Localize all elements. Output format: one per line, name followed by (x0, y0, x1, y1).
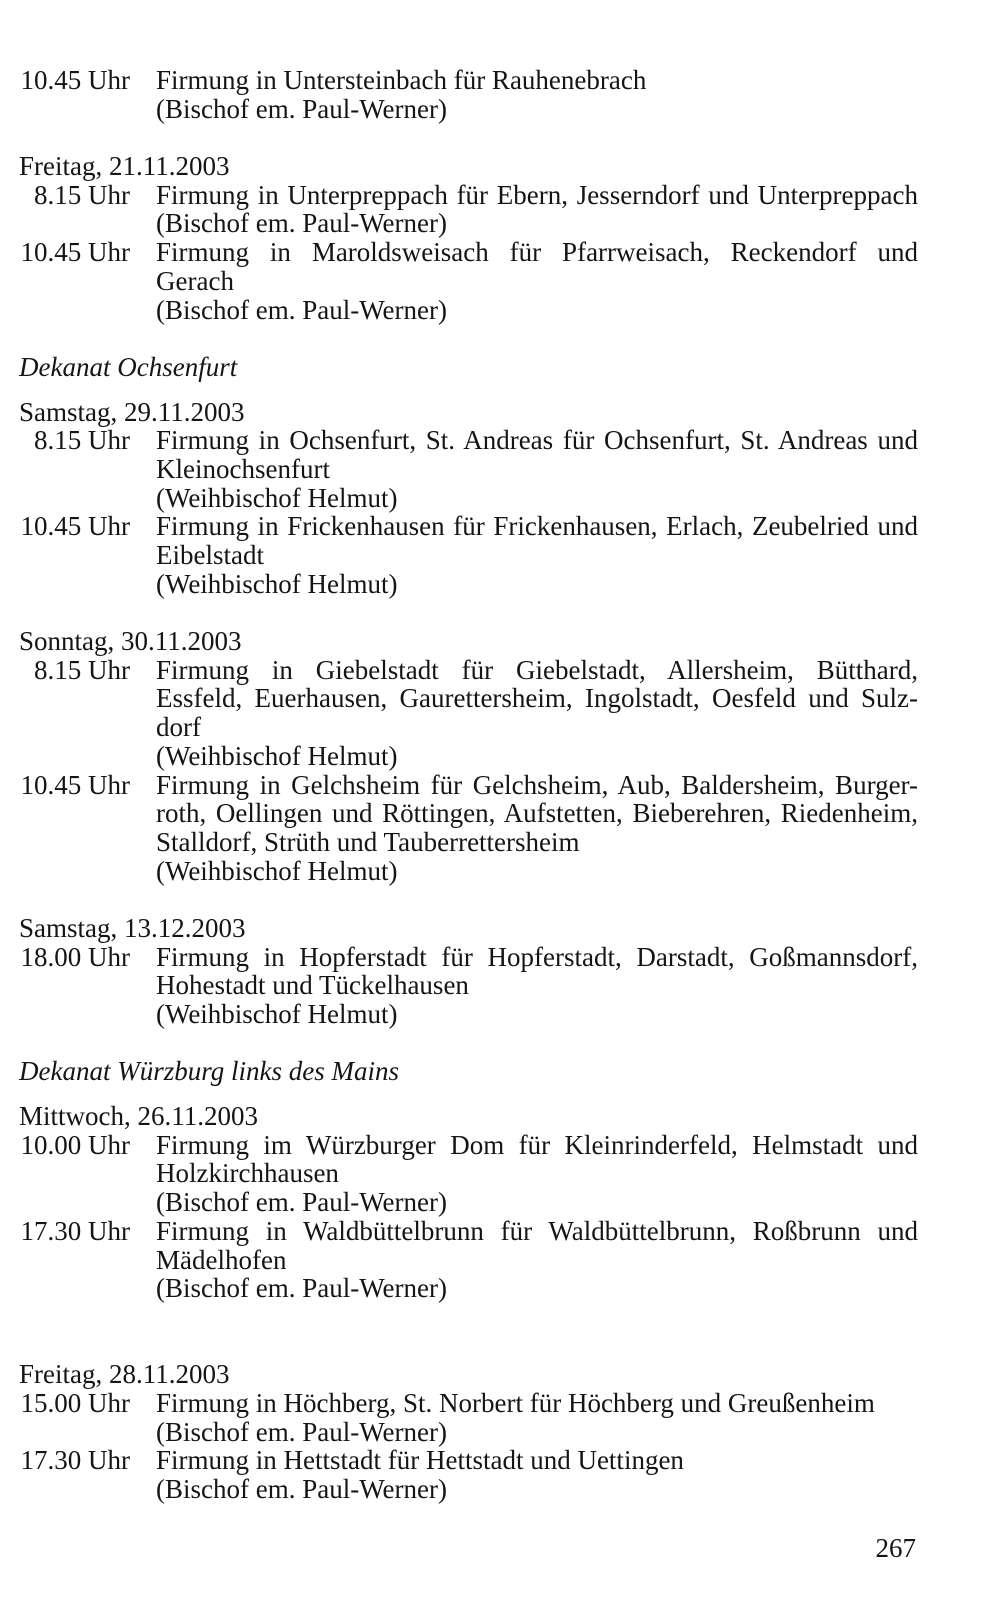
event-time: 8.15 Uhr (34, 654, 130, 685)
day-block (0, 914, 1000, 1029)
description-line: Kleinochsenfurt (156, 453, 330, 484)
day-date: Sonntag, 30.11.2003 (19, 626, 242, 657)
day-block (0, 1360, 1000, 1503)
officiant: (Bischof em. Paul-Werner) (156, 208, 447, 239)
day-date: Samstag, 29.11.2003 (19, 396, 245, 427)
event-time: 10.45 Uhr (20, 65, 130, 95)
description-line: dorf (156, 712, 201, 743)
day-block (0, 152, 1000, 324)
description-line: Hohestadt und Tückelhausen (156, 970, 469, 1001)
officiant: (Weihbischof Helmut) (156, 482, 398, 513)
section-heading: Dekanat Würzburg links des Mains (19, 1056, 399, 1087)
event-description (156, 1389, 918, 1446)
day-date: Freitag, 28.11.2003 (19, 1359, 230, 1390)
page-number: 267 (875, 1533, 916, 1563)
description-line: Firmung in Untersteinbach für Rauhenebrach (156, 65, 647, 95)
description-line: Firmung in Höchberg, St. Norbert für Höchberg und Greußenheim (156, 1387, 875, 1418)
description-line: Firmung in Waldbüttelbrunn für Waldbüttelbrunn, Roßbrunn und (156, 1215, 918, 1246)
description-line: roth, Oellingen und Röttingen, Aufstetten, Bieberehren, Riedenheim, (156, 798, 918, 829)
description-line: Firmung in Frickenhausen für Frickenhausen, Erlach, Zeubelried und (156, 511, 918, 542)
event-description (156, 181, 918, 238)
officiant: (Bischof em. Paul-Werner) (156, 1273, 447, 1304)
event-entry (0, 238, 1000, 324)
description-line: Firmung im Würzburger Dom für Kleinrinderfeld, Helmstadt und (156, 1129, 918, 1160)
day-block (0, 398, 1000, 599)
description-line: Firmung in Hettstadt für Hettstadt und Uettingen (156, 1445, 684, 1476)
description-line: Firmung in Maroldsweisach für Pfarrweisach, Reckendorf und (156, 237, 918, 268)
event-entry (0, 943, 1000, 1029)
event-description (156, 426, 918, 512)
day-date: Mittwoch, 26.11.2003 (19, 1101, 258, 1132)
description-line: Firmung in Ochsenfurt, St. Andreas für Ochsenfurt, St. Andreas und (156, 425, 918, 456)
description-line: Mädelhofen (156, 1244, 287, 1275)
event-description (156, 771, 918, 886)
event-description (156, 656, 918, 771)
description-line: Firmung in Hopferstadt für Hopferstadt, Darstadt, Goßmannsdorf, (156, 941, 918, 972)
officiant: (Weihbischof Helmut) (156, 855, 398, 886)
officiant: (Bischof em. Paul-Werner) (156, 1474, 447, 1505)
event-time: 10.00 Uhr (20, 1129, 130, 1160)
event-time: 10.45 Uhr (20, 769, 130, 800)
day-block (0, 1102, 1000, 1303)
officiant: (Bischof em. Paul-Werner) (156, 294, 447, 325)
description-line: Firmung in Gelchsheim für Gelchsheim, Aub, Baldersheim, Burger- (156, 769, 918, 800)
event-time: 10.45 Uhr (20, 237, 130, 268)
officiant: (Weihbischof Helmut) (156, 568, 398, 599)
description-line: Gerach (156, 265, 234, 296)
event-time: 17.30 Uhr (20, 1215, 130, 1246)
event-entry (0, 1217, 1000, 1303)
section-heading: Dekanat Ochsenfurt (19, 351, 238, 382)
event-time: 18.00 Uhr (20, 941, 130, 972)
event-entry (0, 1446, 1000, 1503)
description-line: Firmung in Giebelstadt für Giebelstadt, Allersheim, Bütthard, (156, 654, 918, 685)
event-description (156, 943, 918, 1029)
description-line: Firmung in Unterpreppach für Ebern, Jesserndorf und Unterpreppach (156, 179, 918, 210)
event-time: 10.45 Uhr (20, 511, 130, 542)
description-line: Stalldorf, Strüth und Tauberrettersheim (156, 826, 580, 857)
event-time: 8.15 Uhr (34, 425, 130, 456)
day-date: Freitag, 21.11.2003 (19, 151, 230, 182)
event-entry (0, 426, 1000, 512)
event-description (156, 238, 918, 324)
event-time: 15.00 Uhr (20, 1387, 130, 1418)
event-time: 8.15 Uhr (34, 179, 130, 210)
schedule-content (0, 66, 1000, 1504)
officiant: (Bischof em. Paul-Werner) (156, 93, 447, 124)
day-block (0, 627, 1000, 885)
event-description (156, 512, 918, 598)
event-entry (0, 1389, 1000, 1446)
event-time: 17.30 Uhr (20, 1445, 130, 1476)
officiant: (Bischof em. Paul-Werner) (156, 1187, 447, 1218)
event-entry (0, 181, 1000, 238)
officiant: (Bischof em. Paul-Werner) (156, 1416, 447, 1447)
officiant: (Weihbischof Helmut) (156, 740, 398, 771)
continuation-block (0, 66, 1000, 123)
event-entry (0, 512, 1000, 598)
description-line: Holzkirchhausen (156, 1158, 339, 1189)
event-description (156, 66, 918, 123)
event-entry (0, 656, 1000, 771)
event-description (156, 1217, 918, 1303)
description-line: Essfeld, Euerhausen, Gaurettersheim, Ingolstadt, Oesfeld und Sulz- (156, 683, 918, 714)
event-description (156, 1131, 918, 1217)
description-line: Eibelstadt (156, 540, 264, 570)
day-date: Samstag, 13.12.2003 (19, 912, 246, 943)
event-description (156, 1446, 918, 1503)
event-entry (0, 771, 1000, 886)
officiant: (Weihbischof Helmut) (156, 999, 398, 1029)
event-entry (0, 1131, 1000, 1217)
event-entry (0, 66, 1000, 123)
